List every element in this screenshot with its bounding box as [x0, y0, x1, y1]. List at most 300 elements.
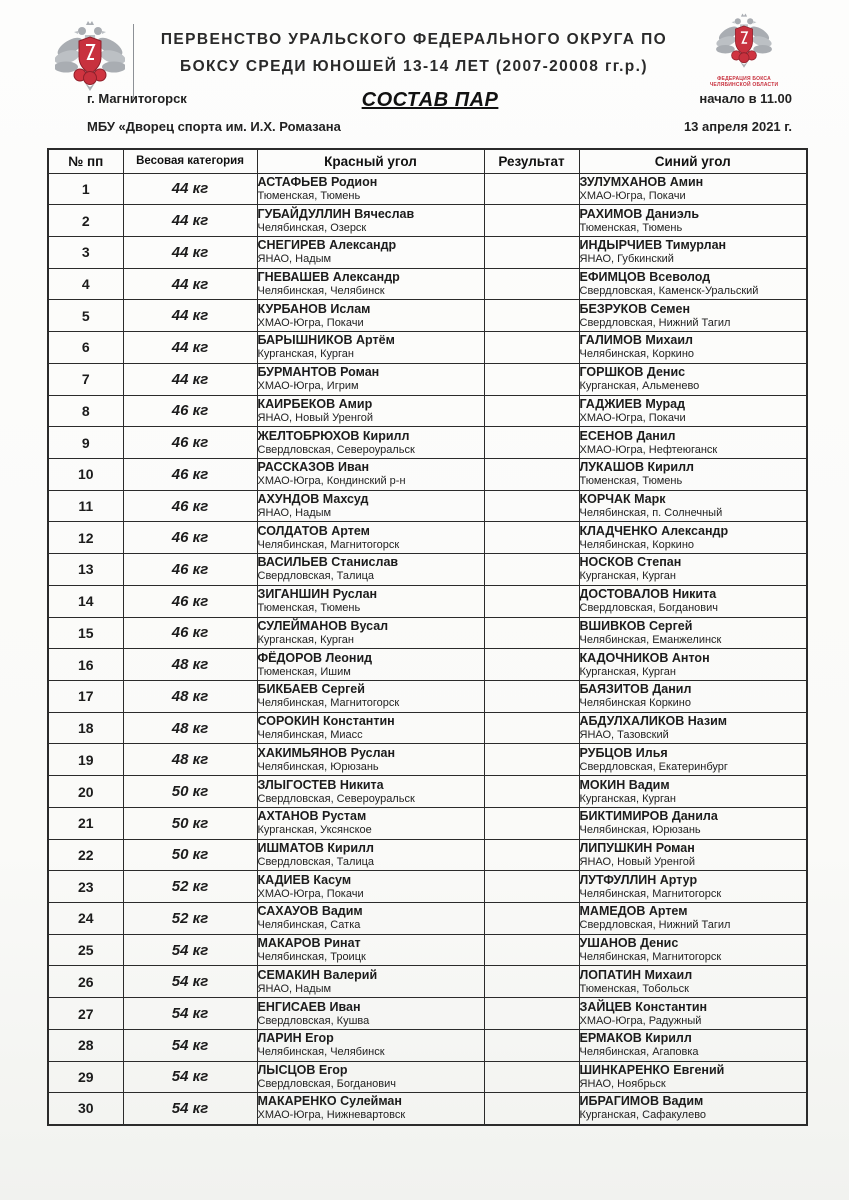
double-headed-eagle-icon [708, 12, 780, 74]
red-corner-cell [257, 776, 484, 808]
blue-corner-boxer-region: Свердловская, Нижний Тагил [579, 919, 731, 932]
pair-row [48, 490, 807, 522]
blue-corner-cell [579, 649, 807, 681]
pair-row [48, 998, 807, 1030]
red-corner-boxer-name: КАИРБЕКОВ Амир [257, 396, 373, 411]
row-number: 12 [48, 522, 123, 554]
weight-category: 44 кг [123, 268, 257, 300]
result-cell [484, 395, 579, 427]
red-corner-boxer-name: БАРЫШНИКОВ Артём [257, 333, 395, 348]
pair-row [48, 205, 807, 237]
weight-category: 44 кг [123, 363, 257, 395]
weight-category: 44 кг [123, 300, 257, 332]
blue-corner-boxer-name: ЕРМАКОВ Кирилл [579, 1031, 692, 1046]
red-corner-boxer-region: Свердловская, Талица [257, 570, 375, 583]
right-emblem-caption [694, 76, 794, 88]
weight-category: 44 кг [123, 332, 257, 364]
blue-corner-boxer-name: ГОРШКОВ Денис [579, 365, 686, 380]
start-time-label: начало в 11.00 [699, 91, 792, 106]
row-number: 29 [48, 1061, 123, 1093]
right-emblem-caption-line1: ФЕДЕРАЦИЯ БОКСА [717, 76, 771, 82]
weight-category: 46 кг [123, 490, 257, 522]
red-corner-boxer-name: ЕНГИСАЕВ Иван [257, 999, 361, 1014]
red-corner-boxer-region: ХМАО-Югра, Покачи [257, 316, 364, 329]
column-header-number: № пп [48, 149, 123, 173]
city-label: г. Магнитогорск [87, 91, 187, 106]
blue-corner-boxer-region: Тюменская, Тюмень [579, 475, 683, 488]
blue-corner-boxer-region: Челябинская, п. Солнечный [579, 507, 723, 520]
red-corner-boxer-region: Челябинская, Магнитогорск [257, 538, 400, 551]
blue-corner-boxer-region: ЯНАО, Новый Уренгой [579, 855, 695, 868]
result-cell [484, 871, 579, 903]
row-number: 22 [48, 839, 123, 871]
blue-corner-boxer-name: РАХИМОВ Даниэль [579, 206, 700, 221]
result-cell [484, 236, 579, 268]
blue-corner-cell [579, 427, 807, 459]
red-corner-boxer-region: Свердловская, Кушва [257, 1014, 370, 1027]
row-number: 18 [48, 712, 123, 744]
weight-category: 50 кг [123, 807, 257, 839]
result-cell [484, 617, 579, 649]
blue-corner-boxer-region: ХМАО-Югра, Покачи [579, 189, 686, 202]
red-corner-boxer-name: СНЕГИРЕВ Александр [257, 238, 397, 253]
row-number: 21 [48, 807, 123, 839]
red-corner-boxer-region: ХМАО-Югра, Игрим [257, 380, 359, 393]
result-cell [484, 173, 579, 205]
blue-corner-boxer-region: ЯНАО, Губкинский [579, 253, 674, 266]
blue-corner-boxer-region: ЯНАО, Ноябрьск [579, 1077, 666, 1090]
result-cell [484, 554, 579, 586]
blue-corner-boxer-name: ЛОПАТИН Михаил [579, 967, 693, 982]
blue-corner-cell [579, 617, 807, 649]
blue-corner-boxer-name: УШАНОВ Денис [579, 936, 679, 951]
red-corner-boxer-region: Челябинская, Троицк [257, 951, 366, 964]
blue-corner-cell [579, 681, 807, 713]
red-corner-boxer-name: ЗИГАНШИН Руслан [257, 587, 378, 602]
weight-category: 46 кг [123, 458, 257, 490]
schedule-block [684, 91, 792, 134]
result-cell [484, 332, 579, 364]
tournament-title-line2: БОКСУ СРЕДИ ЮНОШЕЙ 13-14 ЛЕТ (2007-20008 гг.р.) [180, 58, 648, 75]
pair-row [48, 649, 807, 681]
column-header-blue-corner: Синий угол [579, 149, 807, 173]
column-header-red-corner: Красный угол [257, 149, 484, 173]
row-number: 27 [48, 998, 123, 1030]
row-number: 13 [48, 554, 123, 586]
weight-category: 48 кг [123, 681, 257, 713]
red-corner-boxer-region: ЯНАО, Надым [257, 507, 332, 520]
red-corner-boxer-name: ИШМАТОВ Кирилл [257, 840, 374, 855]
blue-corner-cell [579, 236, 807, 268]
weight-category: 54 кг [123, 1061, 257, 1093]
blue-corner-boxer-region: Курганская, Курган [579, 792, 676, 805]
result-cell [484, 649, 579, 681]
red-corner-cell [257, 363, 484, 395]
weight-category: 48 кг [123, 744, 257, 776]
weight-category: 46 кг [123, 554, 257, 586]
pair-row [48, 903, 807, 935]
red-corner-cell [257, 807, 484, 839]
red-corner-boxer-name: ЛЫСЦОВ Егор [257, 1062, 348, 1077]
pair-row [48, 585, 807, 617]
red-corner-boxer-region: Челябинская, Челябинск [257, 285, 385, 298]
red-corner-boxer-name: АХТАНОВ Рустам [257, 809, 367, 824]
red-corner-boxer-region: ЯНАО, Новый Уренгой [257, 411, 373, 424]
red-corner-boxer-name: ЖЕЛТОБРЮХОВ Кирилл [257, 428, 410, 443]
red-corner-boxer-name: РАССКАЗОВ Иван [257, 460, 370, 475]
weight-category: 44 кг [123, 205, 257, 237]
red-corner-boxer-name: БИКБАЕВ Сергей [257, 682, 365, 697]
result-cell [484, 807, 579, 839]
blue-corner-cell [579, 585, 807, 617]
red-corner-boxer-name: КАДИЕВ Касум [257, 872, 352, 887]
blue-corner-cell [579, 205, 807, 237]
blue-corner-boxer-name: КАДОЧНИКОВ Антон [579, 650, 710, 665]
weight-category: 54 кг [123, 1029, 257, 1061]
red-corner-cell [257, 617, 484, 649]
pair-row [48, 332, 807, 364]
blue-corner-boxer-region: Челябинская, Коркино [579, 538, 695, 551]
blue-corner-cell [579, 998, 807, 1030]
result-cell [484, 205, 579, 237]
blue-corner-boxer-name: ЕСЕНОВ Данил [579, 428, 676, 443]
red-corner-cell [257, 458, 484, 490]
pair-row [48, 554, 807, 586]
pair-row [48, 1093, 807, 1125]
red-corner-boxer-name: СЕМАКИН Валерий [257, 967, 378, 982]
row-number: 7 [48, 363, 123, 395]
red-corner-boxer-region: Тюменская, Тюмень [257, 602, 361, 615]
red-corner-cell [257, 522, 484, 554]
result-cell [484, 744, 579, 776]
red-corner-cell [257, 966, 484, 998]
row-number: 28 [48, 1029, 123, 1061]
red-corner-boxer-region: ХМАО-Югра, Кондинский р-н [257, 475, 406, 488]
red-corner-cell [257, 649, 484, 681]
row-number: 16 [48, 649, 123, 681]
red-corner-boxer-region: ХМАО-Югра, Нижневартовск [257, 1109, 406, 1122]
red-corner-boxer-region: Тюменская, Ишим [257, 665, 351, 678]
weight-category: 50 кг [123, 839, 257, 871]
blue-corner-boxer-region: Челябинская, Юрюзань [579, 824, 701, 837]
red-corner-boxer-region: Челябинская, Юрюзань [257, 760, 379, 773]
blue-corner-cell [579, 744, 807, 776]
blue-corner-boxer-name: ГАДЖИЕВ Мурад [579, 396, 686, 411]
red-corner-boxer-region: Свердловская, Богданович [257, 1077, 396, 1090]
weight-category: 52 кг [123, 871, 257, 903]
red-corner-cell [257, 744, 484, 776]
date-label: 13 апреля 2021 г. [683, 119, 792, 134]
blue-corner-boxer-name: БАЯЗИТОВ Данил [579, 682, 692, 697]
result-cell [484, 300, 579, 332]
row-number: 9 [48, 427, 123, 459]
blue-corner-cell [579, 807, 807, 839]
red-corner-boxer-name: ЗЛЫГОСТЕВ Никита [257, 777, 384, 792]
red-corner-boxer-region: ЯНАО, Надым [257, 982, 332, 995]
blue-corner-cell [579, 871, 807, 903]
pair-row [48, 395, 807, 427]
result-cell [484, 363, 579, 395]
blue-corner-cell [579, 839, 807, 871]
red-corner-boxer-name: ЛАРИН Егор [257, 1031, 334, 1046]
red-corner-boxer-region: Челябинская, Озерск [257, 221, 367, 234]
pair-row [48, 522, 807, 554]
red-corner-boxer-region: ЯНАО, Надым [257, 253, 332, 266]
blue-corner-boxer-region: Курганская, Курган [579, 570, 676, 583]
red-corner-boxer-name: СОРОКИН Константин [257, 714, 395, 729]
pair-row [48, 807, 807, 839]
red-corner-cell [257, 173, 484, 205]
row-number: 14 [48, 585, 123, 617]
pair-row [48, 617, 807, 649]
weight-category: 54 кг [123, 934, 257, 966]
blue-corner-boxer-name: КОРЧАК Марк [579, 492, 666, 507]
result-cell [484, 522, 579, 554]
red-corner-boxer-region: Челябинская, Магнитогорск [257, 697, 400, 710]
red-corner-boxer-name: СОЛДАТОВ Артем [257, 523, 370, 538]
red-corner-boxer-region: Свердловская, Североуральск [257, 792, 415, 805]
blue-corner-boxer-name: МАМЕДОВ Артем [579, 904, 688, 919]
blue-corner-boxer-region: Тюменская, Тюмень [579, 221, 683, 234]
weight-category: 54 кг [123, 998, 257, 1030]
red-corner-cell [257, 681, 484, 713]
result-cell [484, 1061, 579, 1093]
blue-corner-boxer-region: Челябинская, Коркино [579, 348, 695, 361]
blue-corner-cell [579, 1029, 807, 1061]
red-corner-cell [257, 490, 484, 522]
pairs-table-body [48, 173, 807, 1125]
pair-row [48, 966, 807, 998]
document-title: СОСТАВ ПАР [361, 89, 499, 111]
blue-corner-boxer-name: ЛУТФУЛЛИН Артур [579, 872, 698, 887]
weight-category: 52 кг [123, 903, 257, 935]
pair-row [48, 427, 807, 459]
right-emblem-caption-line2: ЧЕЛЯБИНСКОЙ ОБЛАСТИ [709, 82, 779, 88]
red-corner-boxer-region: Челябинская, Челябинск [257, 1046, 385, 1059]
red-corner-boxer-name: КУРБАНОВ Ислам [257, 301, 371, 316]
blue-corner-boxer-name: МОКИН Вадим [579, 777, 670, 792]
red-corner-cell [257, 998, 484, 1030]
column-header-weight-category: Весовая категория [123, 149, 257, 173]
blue-corner-boxer-name: БЕЗРУКОВ Семен [579, 301, 691, 316]
blue-corner-boxer-name: ШИНКАРЕНКО Евгений [579, 1062, 725, 1077]
pairs-table [47, 148, 808, 1126]
row-number: 20 [48, 776, 123, 808]
red-corner-cell [257, 554, 484, 586]
blue-corner-boxer-region: ХМАО-Югра, Радужный [579, 1014, 702, 1027]
weight-category: 44 кг [123, 173, 257, 205]
blue-corner-boxer-region: Челябинская, Магнитогорск [579, 887, 722, 900]
blue-corner-cell [579, 268, 807, 300]
red-corner-boxer-name: АХУНДОВ Махсуд [257, 492, 369, 507]
column-header-result: Результат [484, 149, 579, 173]
blue-corner-boxer-name: ГАЛИМОВ Михаил [579, 333, 693, 348]
row-number: 8 [48, 395, 123, 427]
blue-corner-cell [579, 332, 807, 364]
row-number: 4 [48, 268, 123, 300]
blue-corner-boxer-region: ЯНАО, Тазовский [579, 729, 669, 742]
red-corner-boxer-name: ВАСИЛЬЕВ Станислав [257, 555, 399, 570]
weight-category: 48 кг [123, 712, 257, 744]
result-cell [484, 458, 579, 490]
blue-corner-boxer-name: ДОСТОВАЛОВ Никита [579, 587, 717, 602]
result-cell [484, 1093, 579, 1125]
weight-category: 46 кг [123, 395, 257, 427]
row-number: 24 [48, 903, 123, 935]
red-corner-boxer-region: Свердловская, Талица [257, 855, 375, 868]
row-number: 26 [48, 966, 123, 998]
red-corner-boxer-region: Свердловская, Североуральск [257, 443, 415, 456]
row-number: 19 [48, 744, 123, 776]
red-corner-cell [257, 871, 484, 903]
red-corner-cell [257, 205, 484, 237]
red-corner-cell [257, 1029, 484, 1061]
pair-row [48, 1029, 807, 1061]
weight-category: 54 кг [123, 1093, 257, 1125]
pair-row [48, 236, 807, 268]
blue-corner-boxer-region: Челябинская, Агаповка [579, 1046, 699, 1059]
tournament-title-line1: ПЕРВЕНСТВО УРАЛЬСКОГО ФЕДЕРАЛЬНОГО ОКРУГА ПО [160, 31, 668, 48]
blue-corner-boxer-name: ЗУЛУМХАНОВ Амин [579, 174, 704, 189]
red-corner-boxer-name: СУЛЕЙМАНОВ Вусал [257, 618, 389, 633]
row-number: 30 [48, 1093, 123, 1125]
weight-category: 46 кг [123, 617, 257, 649]
weight-category: 46 кг [123, 585, 257, 617]
pair-row [48, 458, 807, 490]
red-corner-cell [257, 300, 484, 332]
pair-row [48, 776, 807, 808]
double-headed-eagle-icon [55, 18, 125, 100]
red-corner-cell [257, 395, 484, 427]
result-cell [484, 268, 579, 300]
blue-corner-boxer-region: Курганская, Альменево [579, 380, 700, 393]
row-number: 10 [48, 458, 123, 490]
red-corner-boxer-region: Курганская, Уксянское [257, 824, 372, 837]
venue-label: МБУ «Дворец спорта им. И.Х. Ромазана [87, 119, 341, 134]
row-number: 3 [48, 236, 123, 268]
blue-corner-cell [579, 1093, 807, 1125]
blue-corner-boxer-name: ВШИВКОВ Сергей [579, 618, 693, 633]
result-cell [484, 585, 579, 617]
red-corner-cell [257, 427, 484, 459]
blue-corner-boxer-region: Курганская, Курган [579, 665, 676, 678]
row-number: 17 [48, 681, 123, 713]
pair-row [48, 744, 807, 776]
red-corner-boxer-name: ГНЕВАШЕВ Александр [257, 270, 400, 285]
result-cell [484, 490, 579, 522]
blue-corner-cell [579, 934, 807, 966]
row-number: 23 [48, 871, 123, 903]
pair-row [48, 1061, 807, 1093]
blue-corner-boxer-region: Свердловская, Нижний Тагил [579, 316, 731, 329]
blue-corner-boxer-name: ЕФИМЦОВ Всеволод [579, 270, 711, 285]
blue-corner-boxer-region: ХМАО-Югра, Нефтеюганск [579, 443, 718, 456]
red-corner-cell [257, 585, 484, 617]
blue-corner-cell [579, 966, 807, 998]
header-divider-line [133, 24, 134, 98]
result-cell [484, 712, 579, 744]
blue-corner-boxer-name: ЗАЙЦЕВ Константин [579, 999, 708, 1014]
blue-corner-boxer-region: Курганская, Сафакулево [579, 1109, 707, 1122]
blue-corner-cell [579, 1061, 807, 1093]
weight-category: 48 кг [123, 649, 257, 681]
tournament-title [138, 26, 690, 80]
result-cell [484, 1029, 579, 1061]
table-header-row [48, 149, 807, 173]
blue-corner-boxer-region: Челябинская Коркино [579, 697, 691, 710]
red-corner-boxer-region: Курганская, Курган [257, 633, 354, 646]
red-corner-boxer-region: ХМАО-Югра, Покачи [257, 887, 364, 900]
blue-corner-boxer-region: ХМАО-Югра, Покачи [579, 411, 686, 424]
result-cell [484, 966, 579, 998]
blue-corner-cell [579, 173, 807, 205]
result-cell [484, 427, 579, 459]
boxing-federation-emblem-right [708, 12, 780, 74]
row-number: 15 [48, 617, 123, 649]
blue-corner-cell [579, 458, 807, 490]
pair-row [48, 712, 807, 744]
red-corner-cell [257, 1093, 484, 1125]
result-cell [484, 776, 579, 808]
pair-row [48, 300, 807, 332]
weight-category: 50 кг [123, 776, 257, 808]
red-corner-boxer-name: МАКАРЕНКО Сулейман [257, 1094, 402, 1109]
red-corner-boxer-region: Челябинская, Миасс [257, 729, 363, 742]
pair-row [48, 173, 807, 205]
red-corner-boxer-name: МАКАРОВ Ринат [257, 936, 361, 951]
blue-corner-cell [579, 903, 807, 935]
blue-corner-boxer-region: Свердловская, Каменск-Уральский [579, 285, 759, 298]
blue-corner-cell [579, 363, 807, 395]
blue-corner-cell [579, 490, 807, 522]
blue-corner-boxer-region: Свердловская, Екатеринбург [579, 760, 728, 773]
red-corner-cell [257, 712, 484, 744]
row-number: 1 [48, 173, 123, 205]
red-corner-boxer-name: САХАУОВ Вадим [257, 904, 363, 919]
red-corner-boxer-region: Курганская, Курган [257, 348, 354, 361]
pair-row [48, 681, 807, 713]
red-corner-cell [257, 332, 484, 364]
blue-corner-boxer-name: ИНДЫРЧИЕВ Тимурлан [579, 238, 727, 253]
row-number: 5 [48, 300, 123, 332]
pair-row [48, 839, 807, 871]
weight-category: 46 кг [123, 427, 257, 459]
blue-corner-cell [579, 300, 807, 332]
pair-row [48, 934, 807, 966]
blue-corner-boxer-name: НОСКОВ Степан [579, 555, 682, 570]
blue-corner-boxer-name: КЛАДЧЕНКО Александр [579, 523, 729, 538]
blue-corner-boxer-name: РУБЦОВ Илья [579, 745, 668, 760]
pair-row [48, 871, 807, 903]
weight-category: 54 кг [123, 966, 257, 998]
red-corner-cell [257, 934, 484, 966]
result-cell [484, 998, 579, 1030]
boxing-federation-emblem-left [55, 18, 125, 100]
blue-corner-boxer-name: ЛИПУШКИН Роман [579, 840, 695, 855]
weight-category: 44 кг [123, 236, 257, 268]
result-cell [484, 934, 579, 966]
row-number: 11 [48, 490, 123, 522]
venue-block [87, 91, 341, 134]
red-corner-cell [257, 839, 484, 871]
blue-corner-cell [579, 776, 807, 808]
weight-category: 46 кг [123, 522, 257, 554]
red-corner-boxer-name: ГУБАЙДУЛЛИН Вячеслав [257, 206, 415, 221]
red-corner-boxer-region: Челябинская, Сатка [257, 919, 361, 932]
row-number: 25 [48, 934, 123, 966]
red-corner-boxer-name: БУРМАНТОВ Роман [257, 365, 380, 380]
result-cell [484, 839, 579, 871]
